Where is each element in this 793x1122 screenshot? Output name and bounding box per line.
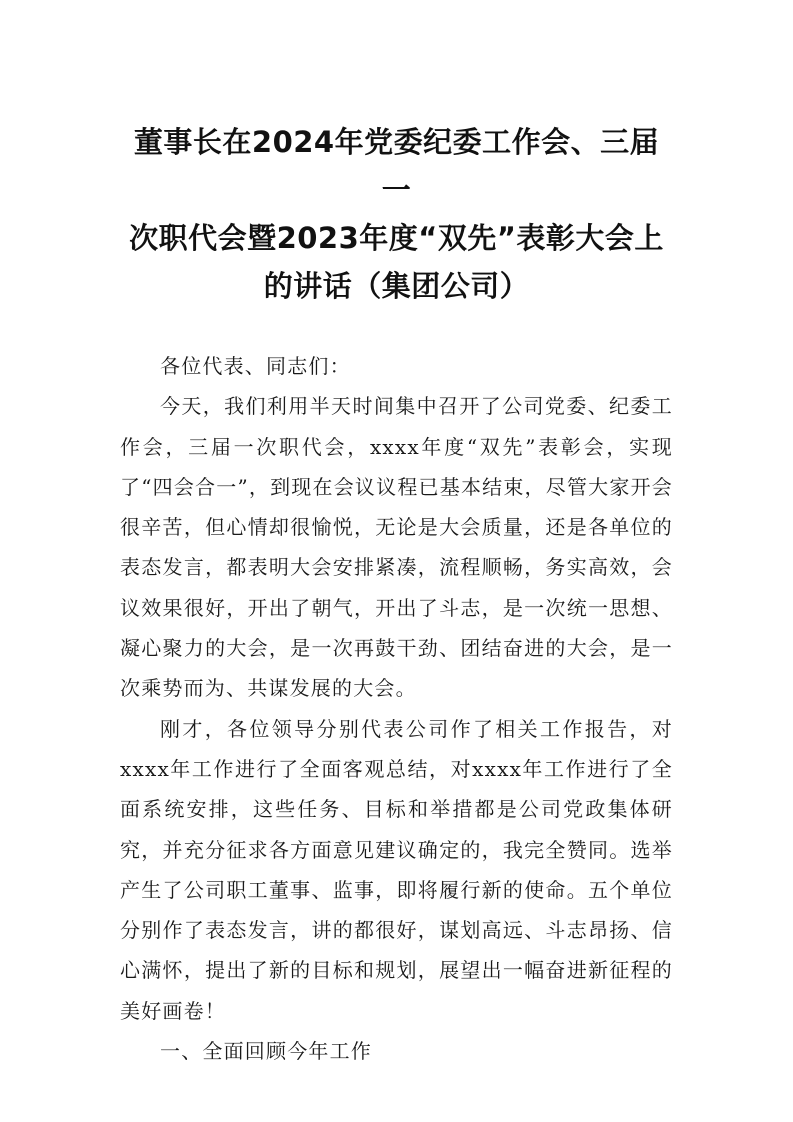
title-line-3: 的讲话（集团公司） bbox=[263, 269, 530, 303]
document-title bbox=[120, 118, 673, 310]
title-line-1: 董事长在2024年党委纪委工作会、三届一 bbox=[133, 125, 660, 207]
document-body bbox=[120, 346, 673, 1071]
salutation: 各位代表、同志们： bbox=[160, 354, 351, 378]
paragraph-2: 刚才，各位领导分别代表公司作了相关工作报告，对xxxx年工作进行了全面客观总结，对xxxx年工作进行了全面系统安排，这些任务、目标和举措都是公司党政集体研究，并充分征求各方面意见建议确定的，我完全赞同。选举产生了公司职工董事、监事，即将履行新的使命。五个单位分别作了表态发言，讲的都很好，谋划高远、斗志昂扬、信心满怀，提出了新的目标和规划，展望出一幅奋进新征程的美好画卷！ bbox=[120, 716, 673, 1023]
title-line-2: 次职代会暨2023年度“双先”表彰大会上 bbox=[129, 221, 664, 255]
paragraph-1: 今天，我们利用半天时间集中召开了公司党委、纪委工作会，三届一次职代会，xxxx年度“双先”表彰会，实现了“四会合一”，到现在会议议程已基本结束，尽管大家开会很辛苦，但心情却很愉悦，无论是大会质量，还是各单位的表态发言，都表明大会安排紧凑，流程顺畅，务实高效，会议效果很好，开出了朝气，开出了斗志，是一次统一思想、凝心聚力的大会，是一次再鼓干劲、团结奋进的大会，是一次乘势而为、共谋发展的大会。 bbox=[120, 394, 673, 701]
section-heading: 一、全面回顾今年工作 bbox=[160, 1039, 372, 1064]
